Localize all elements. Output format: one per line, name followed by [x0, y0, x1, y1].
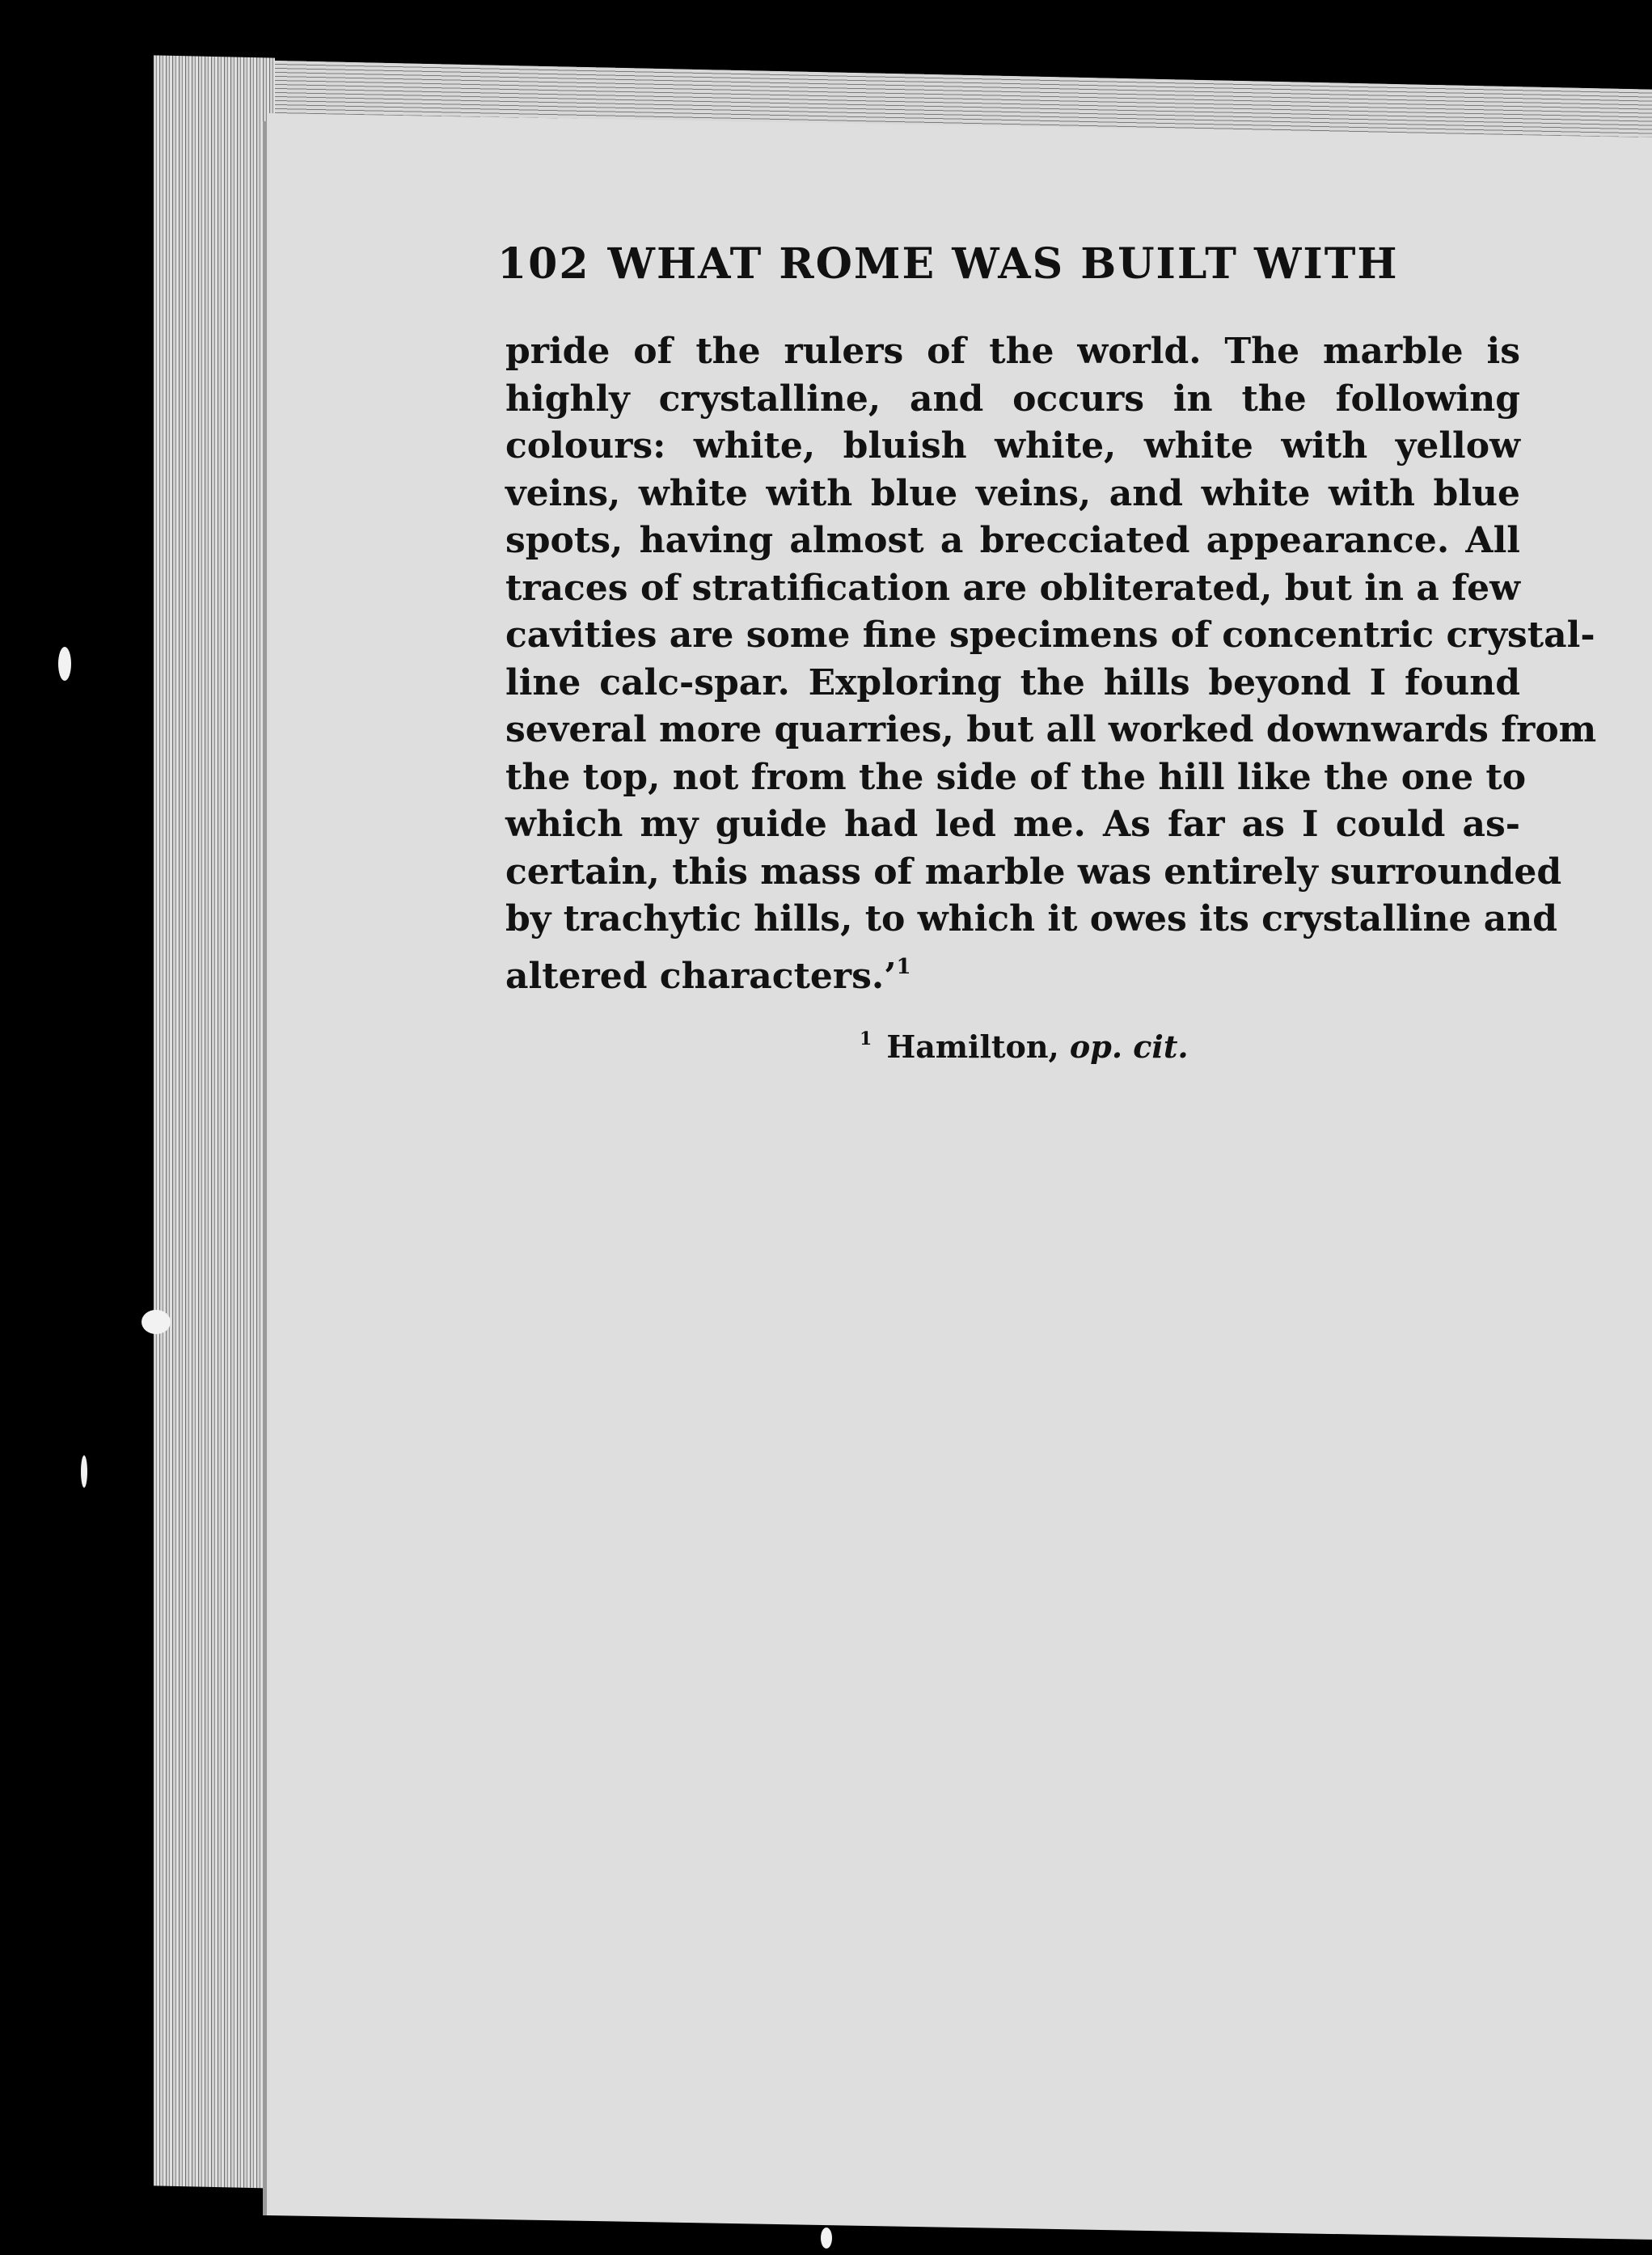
text-line: spots, having almost a brecciated appearance. All [505, 520, 1520, 561]
text-line: several more quarries, but all worked downwards from [505, 709, 1597, 750]
running-head [497, 239, 1427, 289]
body-paragraph [505, 328, 1597, 997]
scan-speck [821, 2228, 832, 2249]
text-line: line calc-spar. Exploring the hills beyond I found [505, 661, 1520, 703]
text-line-last [505, 944, 1520, 997]
page-edges-stack [154, 55, 275, 2188]
footnote-marker: 1 [860, 1028, 872, 1049]
text-line: veins, white with blue veins, and white with blue [505, 472, 1520, 514]
footnote-reference: op. cit. [1069, 1028, 1189, 1065]
scan-speck [58, 647, 71, 681]
text-line: cavities are some fine specimens of concentric crystal- [505, 614, 1595, 656]
page-number: 102 [497, 239, 590, 289]
footnote-author: Hamilton, [886, 1028, 1059, 1065]
running-head-title: WHAT ROME WAS BUILT WITH [607, 239, 1399, 289]
text-line: colours: white, bluish white, white with yellow [505, 425, 1520, 467]
scan-speck [142, 1310, 171, 1334]
footnote-reference-marker: 1 [896, 954, 911, 979]
text-line: pride of the rulers of the world. The marble is [505, 331, 1520, 372]
text-line: traces of stratification are obliterated, but in a few [505, 567, 1520, 609]
footnote [860, 1028, 1189, 1065]
text-line-last-content: altered characters.’ [505, 955, 897, 997]
text-line: by trachytic hills, to which it owes its crystalline and [505, 898, 1558, 940]
text-line: the top, not from the side of the hill like the one to [505, 756, 1527, 798]
scan-speck [81, 1455, 87, 1488]
text-line: highly crystalline, and occurs in the following [505, 378, 1520, 420]
text-line: certain, this mass of marble was entirely surrounded [505, 851, 1562, 893]
text-line: which my guide had led me. As far as I could as- [505, 804, 1520, 845]
